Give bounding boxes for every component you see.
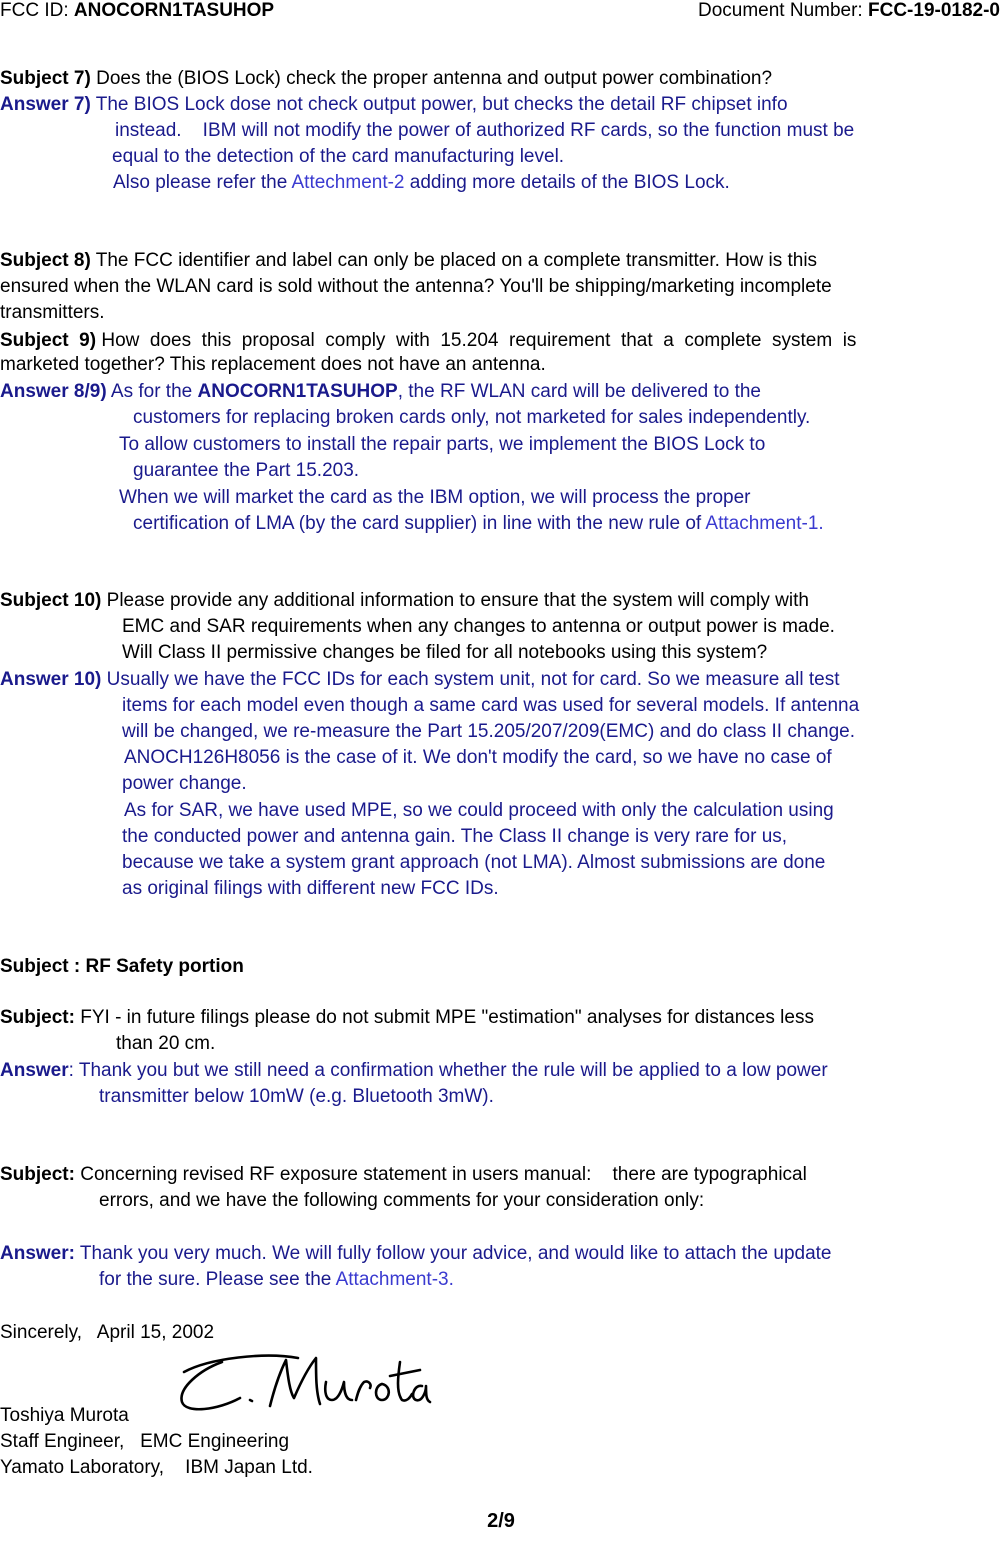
subject-7-question: Subject 7) Does the (BIOS Lock) check the proper antenna and output power combination? (0, 68, 773, 89)
answer-10-line-8: because we take a system grant approach (not LMA). Almost submissions are done (122, 852, 826, 873)
attachment-1-link[interactable]: Attachment-1. (705, 513, 824, 534)
answer-7-line-1: Answer 7) The BIOS Lock dose not check output power, but checks the detail RF chipset info (0, 94, 788, 115)
signer-organization: Yamato Laboratory, IBM Japan Ltd. (0, 1457, 313, 1478)
answer-10-line-5: power change. (122, 773, 247, 794)
answer-8-9-line-3: To allow customers to install the repair parts, we implement the BIOS Lock to (119, 434, 766, 455)
answer-8-9-line-4: guarantee the Part 15.203. (133, 460, 360, 481)
rf-safety-heading: Subject : RF Safety portion (0, 956, 244, 977)
rf-subject-2-line-2: errors, and we have the following comments for your consideration only: (99, 1190, 705, 1211)
rf-subject-2-line-1: Subject: Concerning revised RF exposure statement in users manual: there are typographical (0, 1164, 807, 1185)
answer-10-line-3: will be changed, we re-measure the Part 15.205/207/209(EMC) and do class II change. (122, 721, 855, 742)
subject-8-line-1: Subject 8) The FCC identifier and label can only be placed on a complete transmitter. How is this (0, 250, 818, 271)
attachment-2-link[interactable]: Attechment-2 (291, 172, 405, 193)
document-number: Document Number: FCC-19-0182-0 (697, 0, 1000, 21)
rf-answer-2-line-1: Answer: Thank you very much. We will fully follow your advice, and would like to attach the update (0, 1243, 832, 1264)
rf-answer-1-line-2: transmitter below 10mW (e.g. Bluetooth 3mW). (99, 1086, 494, 1107)
subject-10-line-1: Subject 10) Please provide any additional information to ensure that the system will comply with (0, 590, 809, 611)
subject-8-line-3: transmitters. (0, 302, 105, 323)
sincerely-date: Sincerely, April 15, 2002 (0, 1322, 215, 1343)
answer-8-9-line-6: certification of LMA (by the card supplier) in line with the new rule of Attachment-1. (133, 513, 824, 534)
answer-10-line-6: As for SAR, we have used MPE, so we could proceed with only the calculation using (124, 800, 834, 821)
subject-8-line-2: ensured when the WLAN card is sold without the antenna? You'll be shipping/marketing incomplete (0, 276, 832, 297)
answer-8-9-line-5: When we will market the card as the IBM option, we will process the proper (119, 487, 751, 508)
answer-10-line-4: ANOCH126H8056 is the case of it. We don't modify the card, so we have no case of (124, 747, 832, 768)
page-header (0, 0, 1002, 22)
attachment-3-link[interactable]: Attachment-3. (335, 1269, 454, 1290)
answer-10-line-1: Answer 10) Usually we have the FCC IDs for each system unit, not for card. So we measure all test (0, 669, 840, 690)
signer-title: Staff Engineer, EMC Engineering (0, 1431, 290, 1452)
subject-9-line-2: marketed together? This replacement does not have an antenna. (0, 354, 546, 375)
subject-10-line-2: EMC and SAR requirements when any changes to antenna or output power is made. (122, 616, 835, 637)
answer-8-9-line-1: Answer 8/9) As for the ANOCORN1TASUHOP, the RF WLAN card will be delivered to the (0, 381, 761, 402)
signer-name: Toshiya Murota (0, 1405, 129, 1426)
rf-subject-1-line-1: Subject: FYI - in future filings please do not submit MPE "estimation" analyses for distances less (0, 1007, 814, 1028)
subject-10-line-3: Will Class II permissive changes be filed for all notebooks using this system? (122, 642, 768, 663)
answer-7-line-2: instead. IBM will not modify the power of authorized RF cards, so the function must be (115, 120, 855, 141)
rf-answer-2-line-2: for the sure. Please see the Attachment-3. (99, 1269, 454, 1290)
rf-subject-1-line-2: than 20 cm. (116, 1033, 216, 1054)
answer-10-line-2: items for each model even though a same card was used for several models. If antenna (122, 695, 860, 716)
answer-10-line-7: the conducted power and antenna gain. The Class II change is very rare for us, (122, 826, 788, 847)
signature-image (170, 1348, 432, 1418)
rf-answer-1-line-1: Answer: Thank you but we still need a confirmation whether the rule will be applied to a low power (0, 1060, 828, 1081)
answer-10-line-9: as original filings with different new FCC IDs. (122, 878, 499, 899)
answer-7-line-3: equal to the detection of the card manufacturing level. (112, 146, 565, 167)
fcc-id: FCC ID: ANOCORN1TASUHOP (0, 0, 275, 21)
answer-7-line-4: Also please refer the Attechment-2 adding more details of the BIOS Lock. (113, 172, 730, 193)
page-number: 2/9 (487, 1510, 515, 1532)
subject-9-line-1: Subject 9) How does this proposal comply with 15.204 requirement that a complete system is (0, 330, 857, 351)
answer-8-9-line-2: customers for replacing broken cards only, not marketed for sales independently. (133, 407, 811, 428)
